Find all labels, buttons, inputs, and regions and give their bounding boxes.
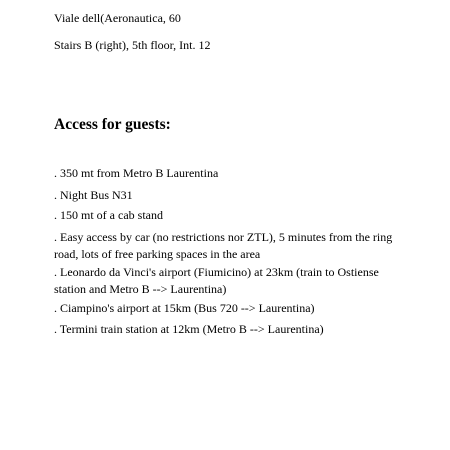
access-item-termini: . Termini train station at 12km (Metro B --> Laurentina) [54, 322, 324, 336]
access-heading: Access for guests: [54, 116, 171, 133]
access-item-car: . Easy access by car (no restrictions nor ZTL), 5 minutes from the ring road, lots of free parking spaces in the area [54, 230, 393, 261]
access-item-cab-stand: . 150 mt of a cab stand [54, 208, 163, 222]
access-item-fiumicino: . Leonardo da Vinci's airport (Fiumicino) at 23km (train to Ostiense station and Metro B --> Laurentina) [54, 265, 379, 296]
access-item-night-bus: . Night Bus N31 [54, 188, 133, 202]
access-item-metro: . 350 mt from Metro B Laurentina [54, 166, 219, 180]
address-street: Viale dell(Aeronautica, 60 [54, 11, 181, 25]
access-item-ciampino: . Ciampino's airport at 15km (Bus 720 --> Laurentina) [54, 301, 315, 315]
address-unit: Stairs B (right), 5th floor, Int. 12 [54, 38, 211, 52]
